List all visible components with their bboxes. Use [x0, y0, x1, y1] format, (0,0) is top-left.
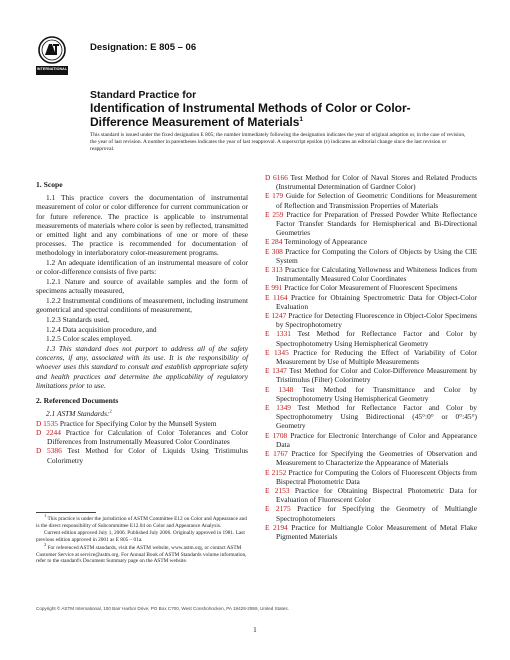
reference-code-link[interactable]: D 5386: [36, 446, 62, 456]
astm-standards-label: [36, 409, 248, 418]
reference-item: [265, 348, 477, 366]
reference-title: Guide for Selection of Geometric Conditions for Measurement of Reflection and Transmission Properties of Materials: [276, 191, 477, 210]
reference-code-link[interactable]: E 1247: [265, 311, 287, 321]
reference-code-link[interactable]: E 1331: [265, 329, 292, 339]
reference-title: Test Method for Color and Color-Difference Measurement by Tristimulus (Filter) Colorimetry: [276, 366, 477, 385]
scope-1-2-5: 1.2.5 Color scales employed.: [46, 334, 132, 344]
reference-title: Practice for Computing the Colors of Objects by Using the CIE System: [276, 246, 477, 265]
reference-title: Practice for Preparation of Pressed Powder White Reflectance Factor Transfer Standards for Hemispherical and Bi-Directional Geometries: [276, 209, 477, 238]
scope-1-2-3: 1.2.3 Standards used,: [46, 314, 110, 324]
reference-item: [265, 468, 477, 486]
reference-title: Practice for Specifying Color by the Munsell System: [59, 418, 217, 428]
title-footnote-mark: 1: [299, 115, 304, 123]
reference-item: [36, 446, 248, 464]
title-line-3-text: Difference Measurement of Materials: [90, 114, 300, 129]
reference-item: [265, 293, 477, 311]
scope-1-1: 1.1 This practice covers the documentation of instrumental measurement of color or color difference for current communication or for future reference. The practice is applicable to instrumental measurements of materials where color is seen by reflected, transmitted or emitted light and any combinations of one or more of these processes. The practice is recommended for documentation of methodology in interlaboratory color-measurement programs.: [36, 193, 248, 258]
reference-title: Practice for Color Measurement of Fluorescent Specimens: [284, 283, 458, 293]
reference-code-link[interactable]: E 1345: [265, 347, 289, 357]
reference-item: [36, 419, 248, 428]
page-number: 1: [253, 627, 257, 634]
reference-item: [36, 428, 248, 446]
footnote-2-mark: 2: [44, 542, 47, 548]
reference-code-link[interactable]: D 6166: [265, 173, 288, 182]
reference-item: [265, 449, 477, 467]
title-block: [90, 89, 480, 129]
reference-code-link[interactable]: E 313: [265, 265, 283, 275]
reference-code-link[interactable]: E 2152: [265, 467, 287, 477]
left-column: [36, 172, 248, 465]
reference-title: Practice for Calculating Yellowness and Whiteness Indices from Instrumentally Measured Color Coordinates: [276, 265, 477, 284]
reference-item: [265, 523, 477, 541]
footnote-1-mark: 1: [44, 513, 47, 519]
scope-1-2: 1.2 An adequate identification of an instrumental measure of color or color-difference consists of five parts:: [36, 258, 248, 277]
reference-item: [265, 486, 477, 504]
reference-title: Test Method for Color of Liquids Using Tristimulus Colorimetry: [47, 446, 249, 465]
reference-title: Test Method for Color of Naval Stores and Related Products (Instrumental Determination of Gardner Color): [276, 173, 477, 192]
footnotes: [36, 513, 248, 566]
scope-1-2-4: 1.2.4 Data acquisition procedure, and: [46, 324, 157, 334]
title-line-3: [90, 116, 480, 130]
reference-title: Practice for Computing the Colors of Fluorescent Objects from Bispectral Photometric Data: [276, 467, 477, 486]
reference-item: [265, 265, 477, 283]
reference-title: Practice for Multiangle Color Measurement of Metal Flake Pigmented Materials: [276, 522, 478, 541]
reference-title: Practice for Specifying the Geometries of Observation and Measurement to Characterize the Appearance of Materials: [276, 449, 477, 468]
reference-item: [265, 247, 477, 265]
astm-logo-mark: [36, 36, 68, 78]
reference-title: Practice for Reducing the Effect of Variability of Color Measurement by Use of Multiple Measurements: [276, 347, 477, 367]
reference-item: [265, 210, 477, 238]
reference-title: Practice for Calculation of Color Tolerances and Color Differences from Instrumentally Measured Color Coordinates: [47, 428, 249, 447]
issuance-note: This standard is issued under the fixed designation E 805; the number immediately following the designation indicates the year of original adoption or, in the case of revision, the year of last revision. A number in parentheses indicates the year of last reapproval. A superscript epsilon (ε) indicates an editorial change since the last revision or reapproval.: [90, 132, 466, 153]
reference-code-link[interactable]: E 1708: [265, 430, 288, 440]
scope-1-2-2: 1.2.2 Instrumental conditions of measurement, including instrument geometrical and spectral conditions of measurement,: [36, 295, 248, 315]
reference-code-link[interactable]: E 1347: [265, 366, 287, 376]
reference-code-link[interactable]: E 1767: [265, 449, 288, 459]
reference-code-link[interactable]: E 991: [265, 283, 283, 293]
reference-code-link[interactable]: E 284: [265, 237, 283, 247]
reference-code-link[interactable]: E 179: [265, 191, 284, 201]
reference-item: [265, 329, 477, 347]
reference-title: Practice for Obtaining Bispectral Photometric Data for Evaluation of Fluorescent Color: [276, 485, 477, 505]
reference-item: [265, 191, 477, 209]
reference-code-link[interactable]: E 2153: [265, 485, 290, 495]
reference-title: Test Method for Reflectance Factor and Color by Spectrophotometry Using Hemispherical Geometry: [276, 329, 477, 348]
reference-item: [265, 431, 477, 449]
reference-list-right: [265, 173, 477, 541]
reference-code-link[interactable]: E 259: [265, 209, 284, 219]
reference-title: Terminology of Appearance: [284, 237, 367, 247]
reference-code-link[interactable]: E 1164: [265, 292, 288, 302]
reference-code-link[interactable]: E 2175: [265, 504, 291, 514]
reference-item: [265, 403, 477, 431]
reference-code-link[interactable]: E 2194: [265, 522, 288, 532]
footnote-2: [36, 542, 248, 565]
designation: Designation: E 805 – 06: [90, 42, 197, 53]
reference-item: [265, 504, 477, 522]
reference-code-link[interactable]: E 308: [265, 246, 283, 256]
reference-item: [265, 283, 477, 292]
reference-title: Practice for Electronic Interchange of Color and Appearance Data: [276, 430, 477, 449]
title-line-2: Identification of Instrumental Methods of Color or Color-: [90, 101, 411, 115]
title-line-1: Standard Practice for: [90, 89, 197, 101]
reference-title: Practice for Specifying the Geometry of Multiangle Spectrophotometers: [276, 504, 477, 523]
reference-title: Practice for Obtaining Spectrometric Data for Object-Color Evaluation: [276, 292, 477, 311]
right-column: [265, 173, 477, 541]
reference-code-link[interactable]: D 2244: [36, 428, 61, 438]
footnote-1b: Current edition approved July 1, 2006. Published July 2006. Originally approved in 1981. Last previous edition approved in 2001 as E 805 – 01a.: [36, 530, 245, 544]
astm-standards-footnote-mark: 2: [109, 408, 112, 414]
reference-item: [265, 237, 477, 246]
logo-subtext: INTERNATIONAL: [36, 67, 68, 71]
reference-code-link[interactable]: E 1348: [265, 384, 294, 394]
astm-standards-label-text: 2.1 ASTM Standards:: [46, 409, 110, 419]
astm-logo: [36, 36, 68, 78]
reference-title: Practice for Detecting Fluorescence in Object-Color Specimens by Spectrophotometry: [276, 311, 477, 330]
footnote-1a: [36, 513, 248, 529]
reference-item: [265, 366, 477, 384]
references-heading: 2. Referenced Documents: [36, 395, 119, 405]
reference-item: [265, 173, 477, 191]
footnote-1a-text: This practice is under the jurisdiction of ASTM Committee E12 on Color and Appearance and is the direct responsibility of Subcommittee E12.04 on Color and Appearance Analysis.: [36, 516, 247, 529]
reference-title: Test Method for Transmittance and Color by Spectrophotometry Using Hemispherical Geometry: [276, 384, 477, 403]
reference-list-left: [36, 419, 248, 465]
reference-code-link[interactable]: E 1349: [265, 403, 292, 413]
copyright-notice: Copyright © ASTM International, 100 Barr Harbor Drive, PO Box C700, West Conshohocken, PA 19428-2959, United States.: [36, 606, 289, 611]
scope-1-2-1: 1.2.1 Nature and source of available samples and the form of specimens actually measured,: [36, 277, 248, 296]
scope-1-3: 1.3 This standard does not purport to address all of the safety concerns, if any, associated with its use. It is the responsibility of whoever uses this standard to consult and establish appropriate safety and health practices and determine the applicability of regulatory limitations prior to use.: [36, 343, 248, 390]
reference-title: Test Method for Reflectance Factor and Color by Spectrophotometry Using Bidirectional (45°:0° or 0°:45°) Geometry: [276, 403, 477, 431]
reference-code-link[interactable]: D 1535: [36, 418, 58, 428]
footnote-2-text: For referenced ASTM standards, visit the ASTM website, www.astm.org, or contact ASTM Customer Service at service@astm.org. For Annual Book of ASTM Standards volume information, refer to the standard's Document Summary page on the ASTM website.: [36, 544, 247, 565]
scope-heading: 1. Scope: [36, 180, 63, 189]
reference-item: [265, 311, 477, 329]
reference-item: [265, 385, 477, 403]
